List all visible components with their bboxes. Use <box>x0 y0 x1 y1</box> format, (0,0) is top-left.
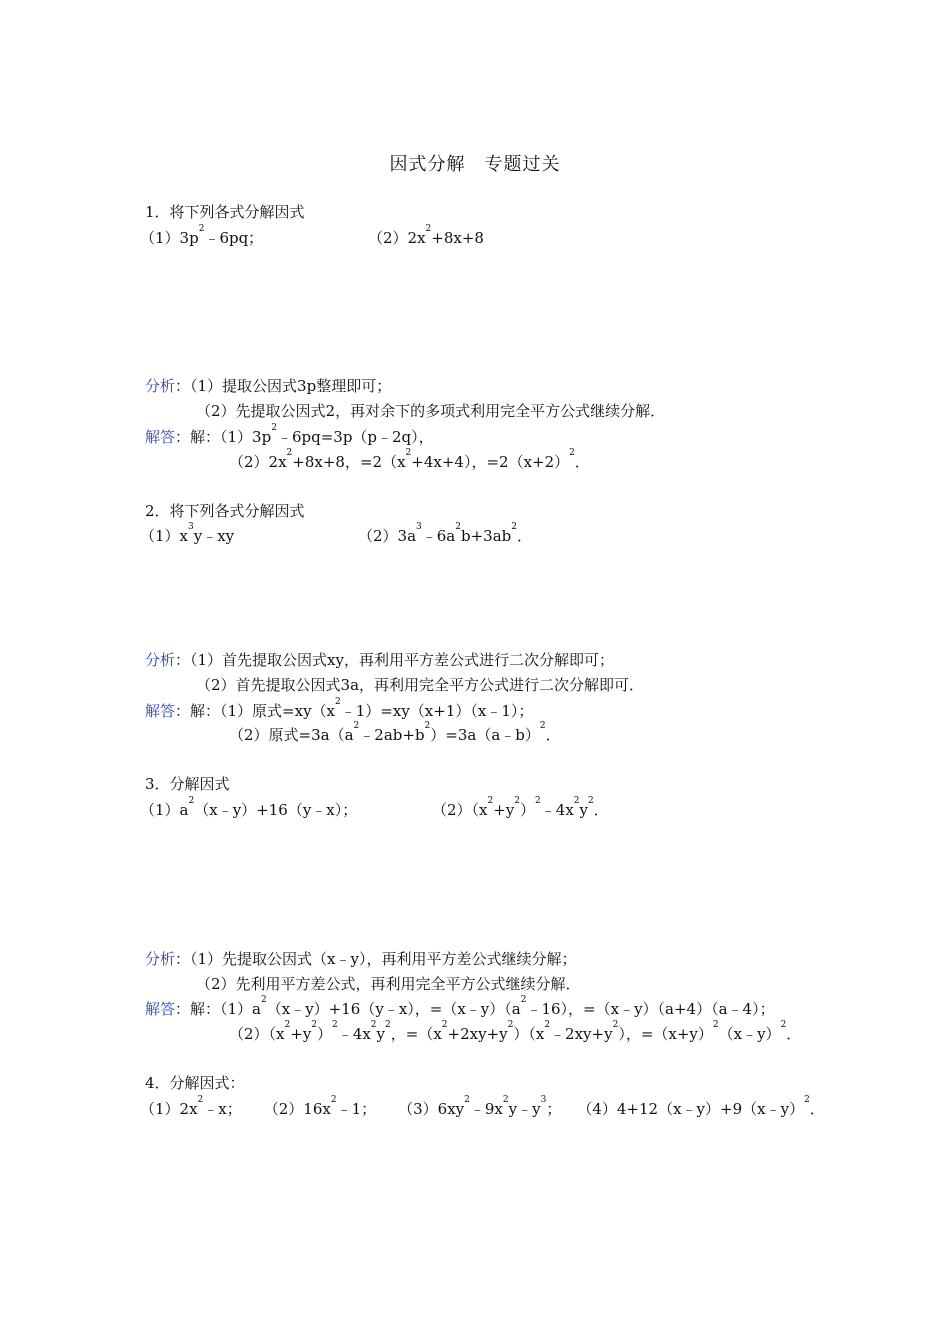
document-title: 因式分解 专题过关 <box>389 154 561 175</box>
answer-label: 解答 <box>145 428 176 446</box>
q3-part2: $(2)(x^2+y^2)^2﹣4x^2y^2$． <box>432 796 609 819</box>
q2-answer-1: 解答：解：（1）原式$=xy(x^2﹣1)=xy(x+1)(x﹣1)$； <box>145 697 534 720</box>
q3-analysis-1: 分析：（1）先提取公因式（x﹣y），再利用平方差公式继续分解； <box>145 950 577 968</box>
q3-analysis-2: （2）先利用平方差公式，再利用完全平方公式继续分解． <box>196 975 581 993</box>
q3-answer-2: $(2)(x^2+y^2)^2﹣4x^2y^2$，$=(x^2+2xy+y^2)(x^2﹣2xy+y^2)$，$=(x+y)^2(x﹣y)^2$． <box>229 1020 802 1043</box>
q3-answer-1: 解答：解：$(1)a^2(x﹣y)+16(y﹣x)$，$=(x﹣y)(a^2﹣16)$，=（x﹣y）（a+4）（a﹣4）； <box>145 995 775 1018</box>
analysis-label: 分析 <box>145 651 176 669</box>
q4-heading: 4．分解因式： <box>145 1074 245 1092</box>
q2-heading: 2．将下列各式分解因式 <box>145 502 305 520</box>
q2-analysis-1: 分析：（1）首先提取公因式xy，再利用平方差公式进行二次分解即可； <box>145 651 614 669</box>
q3-heading: 3．分解因式 <box>145 775 230 793</box>
q1-answer-1: 解答：解：$(1)3p^2﹣6pq=3p(p﹣2q)$， <box>145 423 434 446</box>
q4-parts <box>140 1095 825 1119</box>
q1-analysis-2: （2）先提取公因式2，再对余下的多项式利用完全平方公式继续分解． <box>196 402 666 420</box>
q4-part3: $(3)6xy^2﹣9x^2y﹣y^3$； <box>398 1095 562 1118</box>
q2-part1: $(1)x^3y﹣xy$ <box>140 522 235 545</box>
q4-part4: （4）4+12（x﹣y）+9（x﹣y）$^2$． <box>577 1095 825 1118</box>
q2-part2: $(2)3a^3﹣6a^2b+3ab^2$． <box>358 522 533 545</box>
q4-part2: $(2)16x^2﹣1$； <box>263 1095 377 1118</box>
q1-analysis-1: 分析：（1）提取公因式3p整理即可； <box>145 377 392 395</box>
q3-part1: $(1)a^2(x﹣y)+16(y﹣x)$； <box>140 796 358 819</box>
analysis-label: 分析 <box>145 950 176 968</box>
q1-heading: 1．将下列各式分解因式 <box>145 203 305 221</box>
q1-answer-2: $(2)2x^2+8x+8$，$=2(x^2+4x+4)$，$=2(x+2)^2$． <box>229 448 590 471</box>
answer-label: 解答 <box>145 702 176 720</box>
q1-part1: $(1)3p^2﹣6pq$； <box>140 224 264 247</box>
answer-label: 解答 <box>145 1000 176 1018</box>
q2-answer-2: （2）原式$=3a(a^2﹣2ab+b^2)=3a(a﹣b)^2$． <box>229 721 561 744</box>
analysis-label: 分析 <box>145 377 176 395</box>
q2-analysis-2: （2）首先提取公因式3a，再利用完全平方公式进行二次分解即可． <box>196 676 645 694</box>
q1-part2: $(2)2x^2+8x+8$ <box>368 224 484 247</box>
q4-part1: $(1)2x^2﹣x$； <box>140 1095 242 1118</box>
